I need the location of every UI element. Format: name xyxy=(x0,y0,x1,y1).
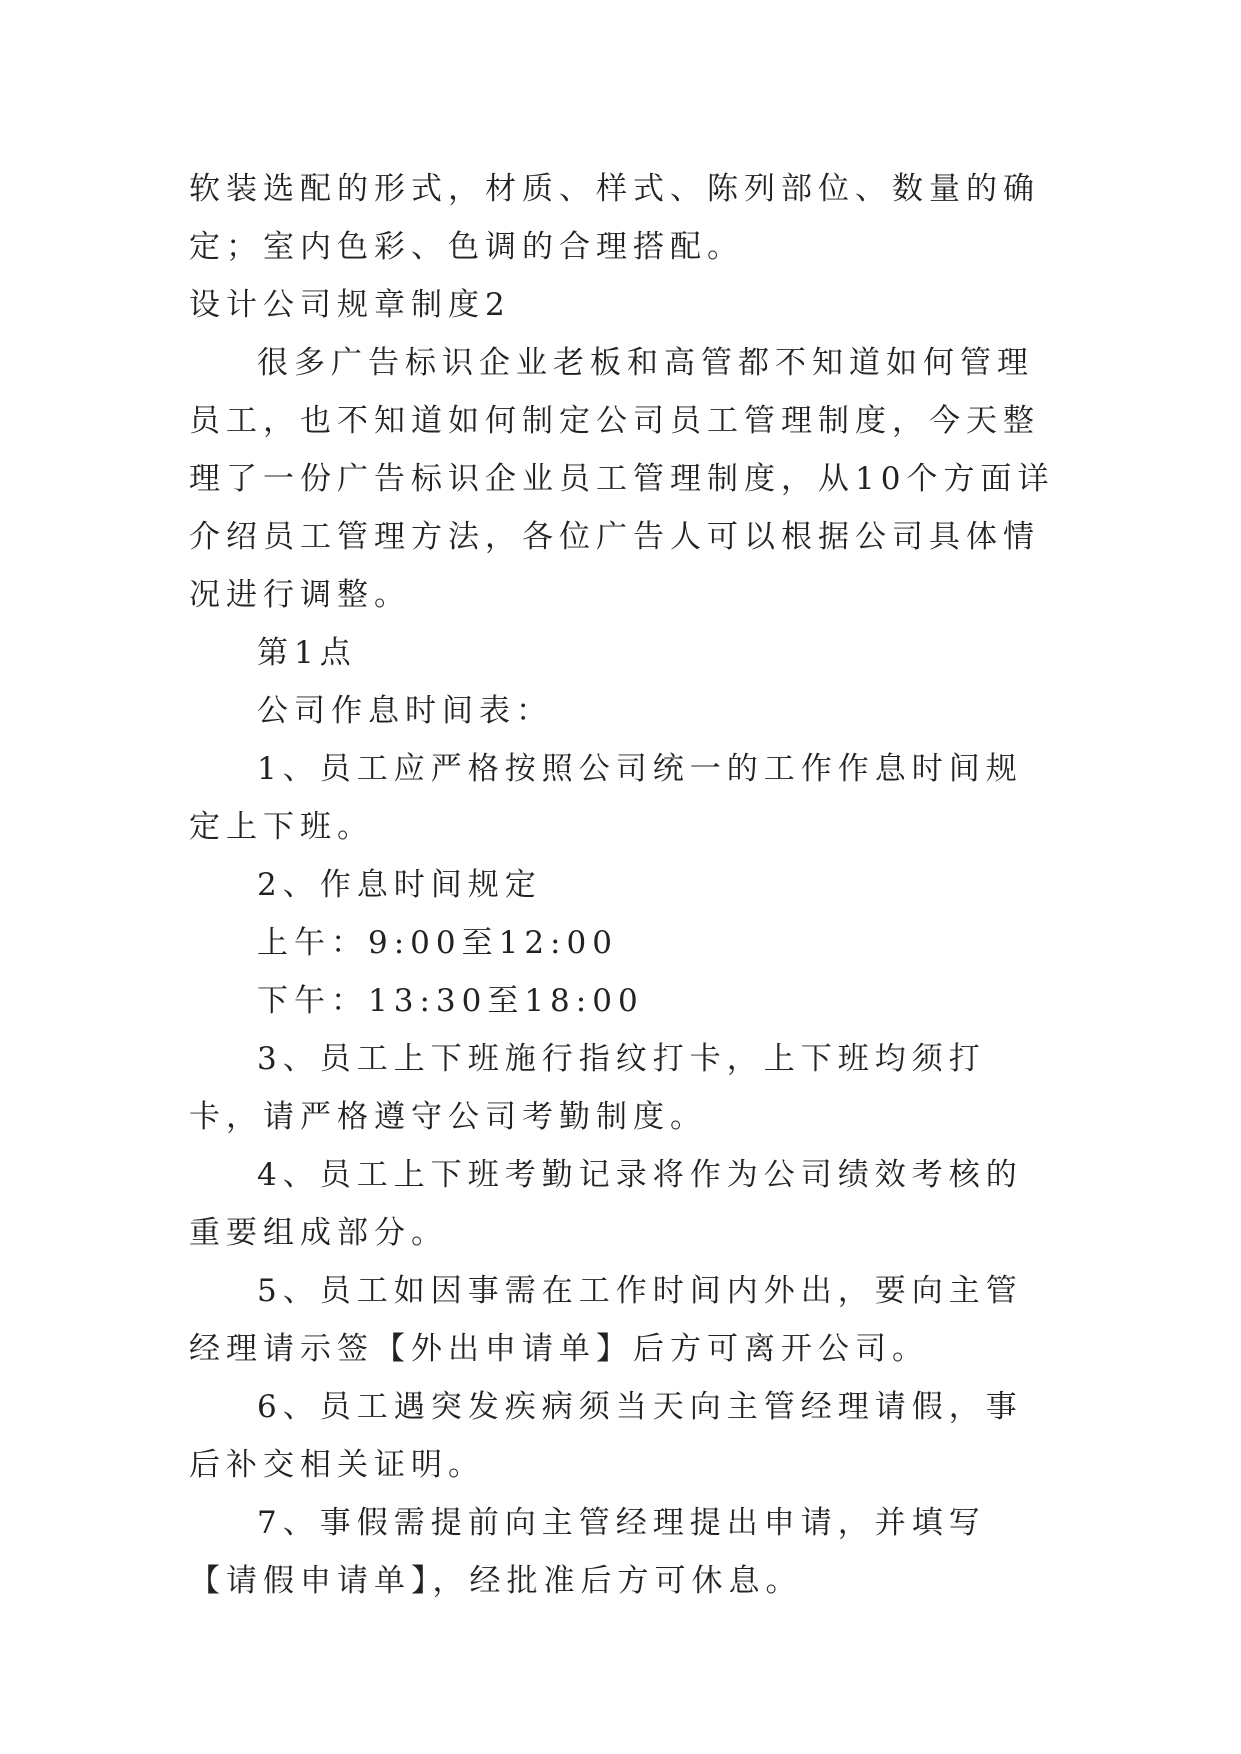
document-body xyxy=(189,160,1059,1610)
point-heading: 第1点 xyxy=(257,635,357,671)
morning-hours: 上午：9:00至12:00 xyxy=(257,925,618,961)
paragraph-intro: 很多广告标识企业老板和高管都不知道如何管理员工，也不知道如何制定公司员工管理制度，今天整理了一份广告标识企业员工管理制度，从10个方面详介绍员工管理方法，各位广告人可以根据公司具体情况进行调整。 xyxy=(189,345,1055,613)
rule-5: 5、员工如因事需在工作时间内外出，要向主管经理请示签【外出申请单】后方可离开公司。 xyxy=(189,1273,1023,1367)
afternoon-hours: 下午：13:30至18:00 xyxy=(257,983,644,1019)
rule-1: 1、员工应严格按照公司统一的工作作息时间规定上下班。 xyxy=(189,751,1023,845)
rule-3: 3、员工上下班施行指纹打卡，上下班均须打卡，请严格遵守公司考勤制度。 xyxy=(189,1041,986,1135)
rule-6: 6、员工遇突发疾病须当天向主管经理请假，事后补交相关证明。 xyxy=(189,1389,1023,1483)
rule-2: 2、作息时间规定 xyxy=(257,867,542,903)
rule-4: 4、员工上下班考勤记录将作为公司绩效考核的重要组成部分。 xyxy=(189,1157,1023,1251)
paragraph-soft-furnishing: 软装选配的形式，材质、样式、陈列部位、数量的确定；室内色彩、色调的合理搭配。 xyxy=(189,171,1040,265)
rule-7: 7、事假需提前向主管经理提出申请，并填写【请假申请单】，经批准后方可休息。 xyxy=(189,1505,986,1599)
section-heading: 设计公司规章制度2 xyxy=(189,287,511,323)
schedule-heading: 公司作息时间表： xyxy=(257,693,553,729)
